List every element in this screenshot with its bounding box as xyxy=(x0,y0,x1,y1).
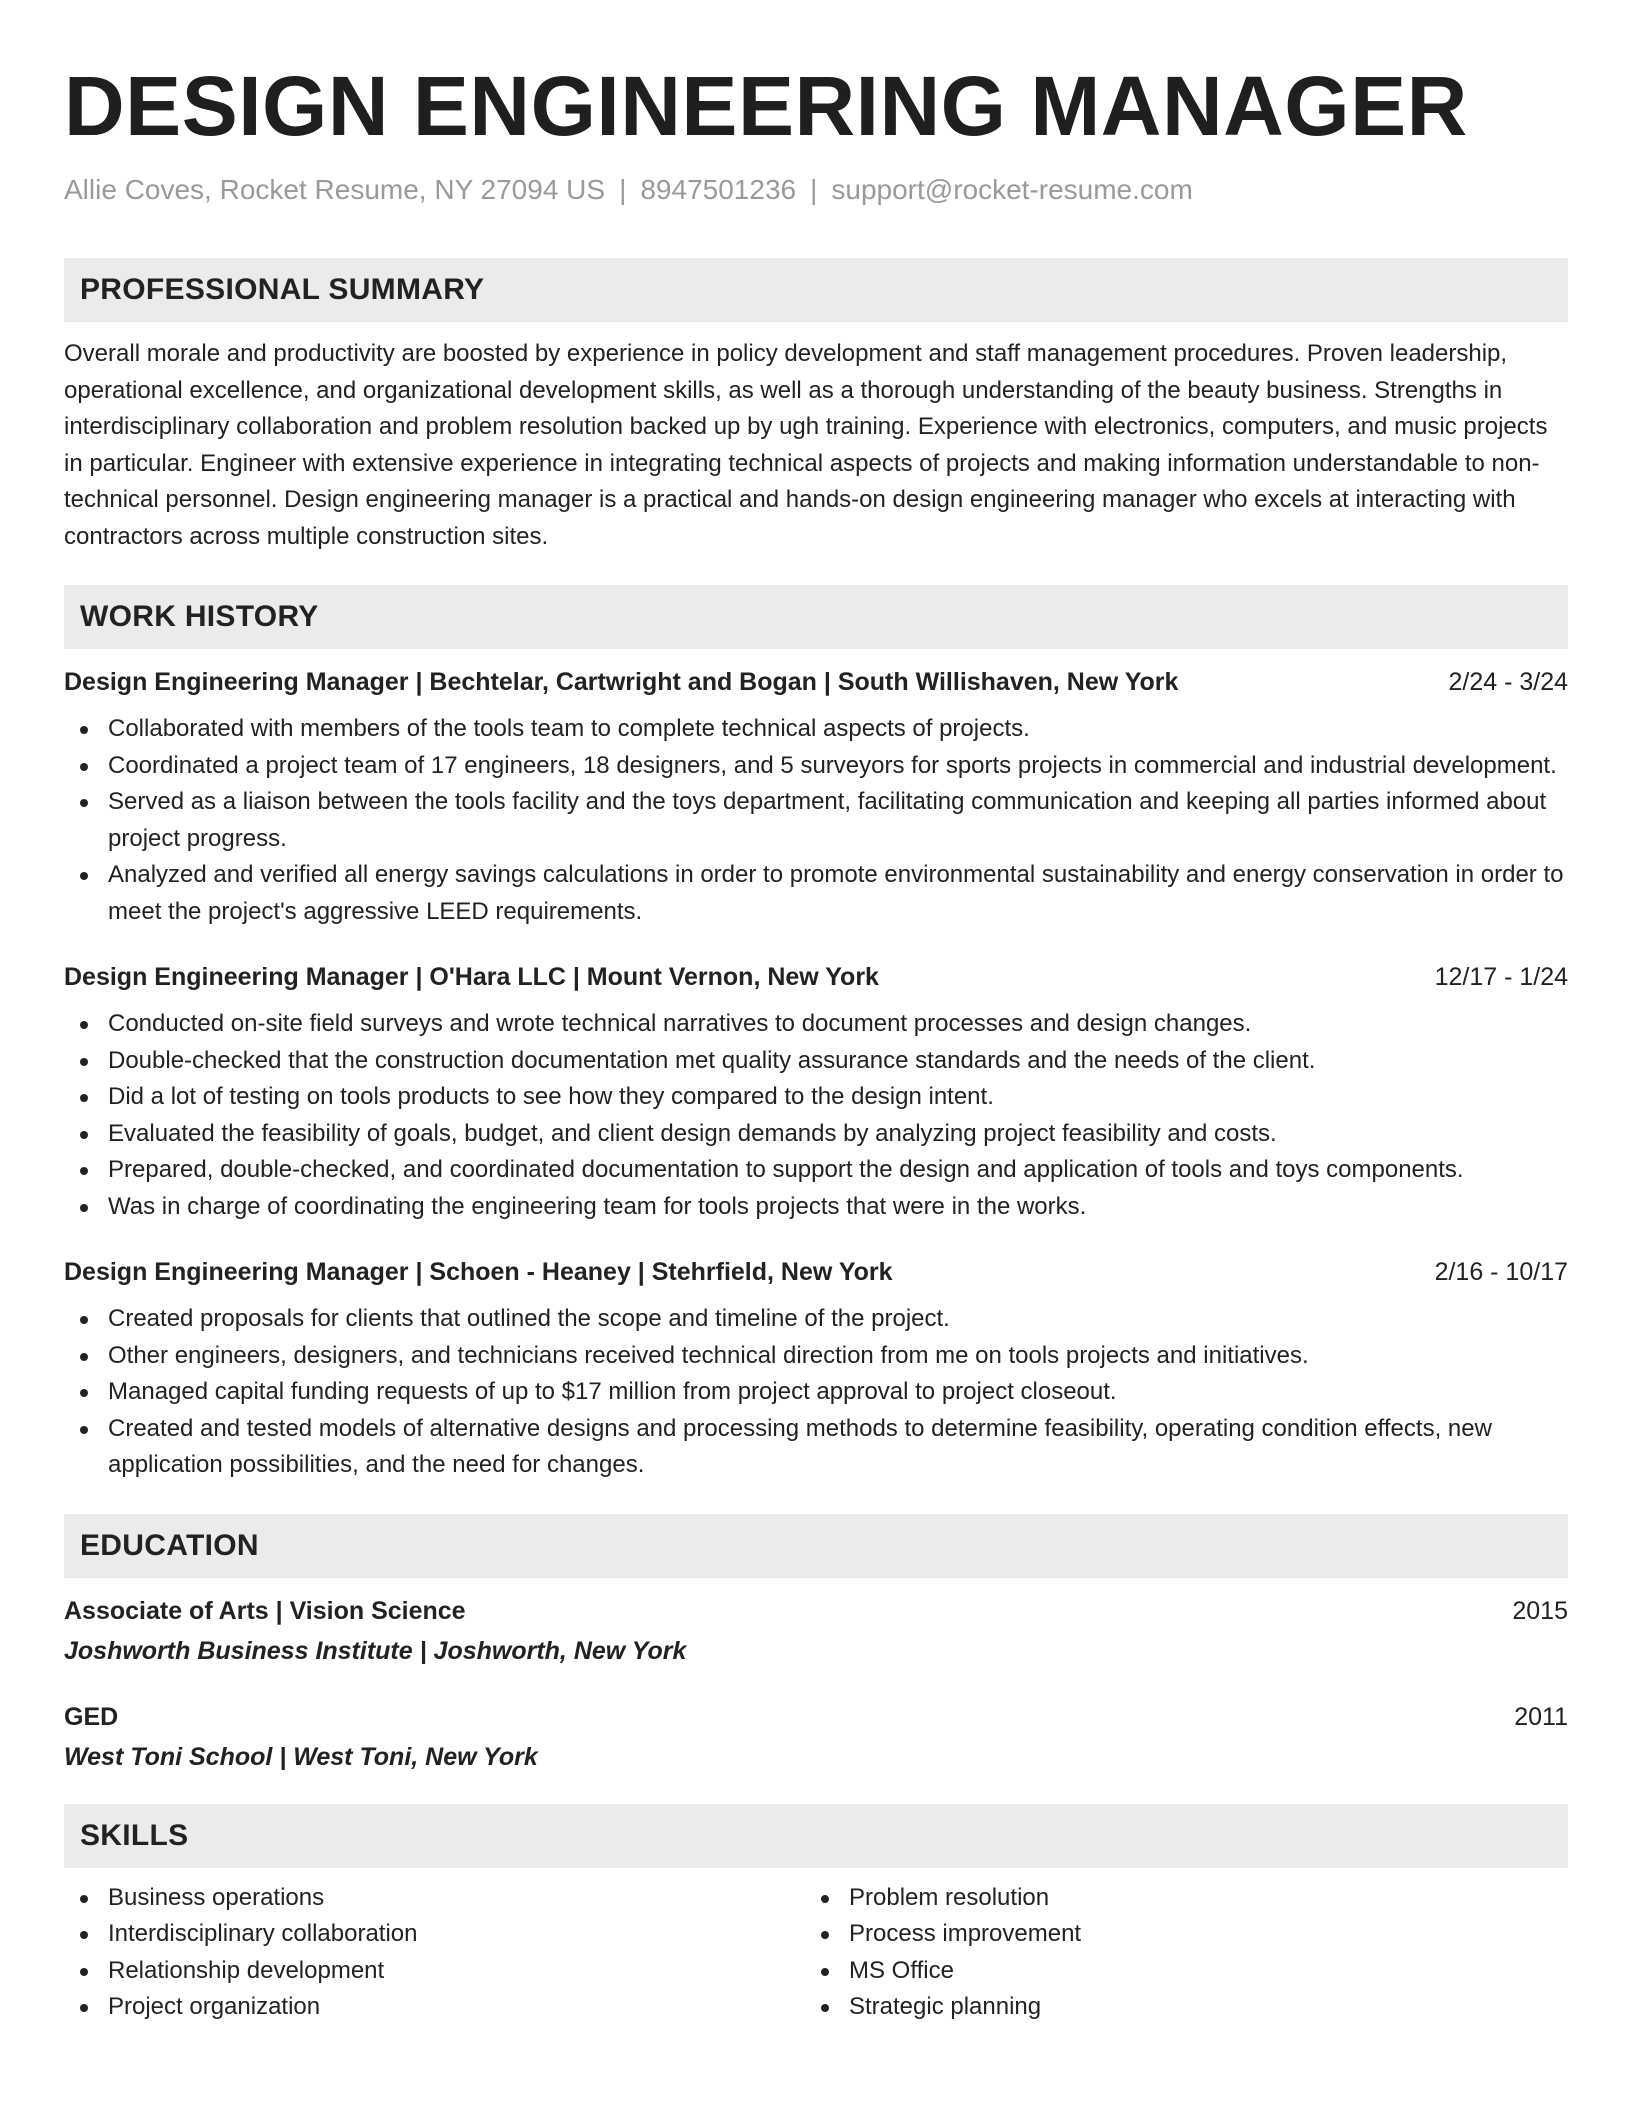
list-item: Relationship development xyxy=(64,1953,805,1990)
list-item: Business operations xyxy=(64,1880,805,1917)
section-heading-education: EDUCATION xyxy=(64,1514,1568,1578)
education-entry xyxy=(64,1700,1568,1774)
list-item: Served as a liaison between the tools facility and the toys department, facilitating communication and keeping all parties informed about project progress. xyxy=(64,784,1568,857)
section-heading-summary: PROFESSIONAL SUMMARY xyxy=(64,258,1568,322)
job-dates: 2/16 - 10/17 xyxy=(1434,1258,1568,1286)
education-header xyxy=(64,1700,1568,1734)
list-item: Problem resolution xyxy=(805,1880,1546,1917)
contact-separator: | xyxy=(619,174,627,205)
list-item: Project organization xyxy=(64,1989,805,2026)
list-item: Created and tested models of alternative designs and processing methods to determine feasibility, operating condition effects, new application possibilities, and the need for changes. xyxy=(64,1411,1568,1484)
list-item: Other engineers, designers, and technicians received technical direction from me on tools projects and initiatives. xyxy=(64,1338,1568,1375)
contact-phone: 8947501236 xyxy=(640,174,797,205)
education-header xyxy=(64,1594,1568,1628)
education-entry xyxy=(64,1594,1568,1668)
job-header xyxy=(64,1255,1568,1289)
list-item: Prepared, double-checked, and coordinated documentation to support the design and application of tools and toys components. xyxy=(64,1152,1568,1189)
list-item: Created proposals for clients that outlined the scope and timeline of the project. xyxy=(64,1301,1568,1338)
job-bullets xyxy=(64,1301,1568,1484)
list-item: Managed capital funding requests of up to $17 million from project approval to project closeout. xyxy=(64,1374,1568,1411)
list-item: Conducted on-site field surveys and wrote technical narratives to document processes and design changes. xyxy=(64,1006,1568,1043)
section-heading-work: WORK HISTORY xyxy=(64,585,1568,649)
job-title: Design Engineering Manager | O'Hara LLC | Mount Vernon, New York xyxy=(64,963,879,991)
job-dates: 12/17 - 1/24 xyxy=(1434,963,1568,991)
job-bullets xyxy=(64,711,1568,930)
list-item: Evaluated the feasibility of goals, budget, and client design demands by analyzing project feasibility and costs. xyxy=(64,1116,1568,1153)
education-degree: GED xyxy=(64,1702,119,1731)
resume-title: DESIGN ENGINEERING MANAGER xyxy=(64,59,1468,153)
skills-list xyxy=(64,1880,1568,2026)
job-header xyxy=(64,665,1568,699)
job-bullets xyxy=(64,1006,1568,1225)
job-title: Design Engineering Manager | Schoen - Heaney | Stehrfield, New York xyxy=(64,1258,893,1286)
contact-line xyxy=(64,172,1568,208)
job-dates: 2/24 - 3/24 xyxy=(1448,668,1568,696)
education-school: Joshworth Business Institute | Joshworth, New York xyxy=(64,1636,687,1665)
contact-email: support@rocket-resume.com xyxy=(831,174,1193,205)
education-year: 2011 xyxy=(1514,1702,1568,1731)
job-title: Design Engineering Manager | Bechtelar, Cartwright and Bogan | South Willishaven, New York xyxy=(64,668,1179,696)
list-item: Analyzed and verified all energy savings calculations in order to promote environmental sustainability and energy conservation in order to meet the project's aggressive LEED requirements. xyxy=(64,857,1568,930)
job-entry xyxy=(64,665,1568,930)
list-item: Coordinated a project team of 17 engineers, 18 designers, and 5 surveyors for sports projects in commercial and industrial development. xyxy=(64,748,1568,785)
list-item: Strategic planning xyxy=(805,1989,1546,2026)
section-heading-skills: SKILLS xyxy=(64,1804,1568,1868)
list-item: Process improvement xyxy=(805,1916,1546,1953)
job-entry xyxy=(64,1255,1568,1484)
list-item: Was in charge of coordinating the engineering team for tools projects that were in the works. xyxy=(64,1189,1568,1226)
education-school: West Toni School | West Toni, New York xyxy=(64,1742,538,1771)
skills-column-left xyxy=(64,1880,805,2026)
summary-text: Overall morale and productivity are boosted by experience in policy development and staff management procedures. Proven leadership, operational excellence, and organizational development skills, as well as a thorough understanding of the beauty business. Strengths in interdisciplinary collaboration and problem resolution backed up by ugh training. Experience with electronics, computers, and music projects in particular. Engineer with extensive experience in integrating technical aspects of projects and making information understandable to non-technical personnel. Design engineering manager is a practical and hands-on design engineering manager who excels at interacting with contractors across multiple construction sites. xyxy=(64,340,1548,550)
job-header xyxy=(64,960,1568,994)
list-item: Did a lot of testing on tools products to see how they compared to the design intent. xyxy=(64,1079,1568,1116)
contact-address: Allie Coves, Rocket Resume, NY 27094 US xyxy=(64,174,606,205)
list-item: Double-checked that the construction documentation met quality assurance standards and the needs of the client. xyxy=(64,1043,1568,1080)
list-item: Interdisciplinary collaboration xyxy=(64,1916,805,1953)
contact-separator: | xyxy=(810,174,818,205)
list-item: MS Office xyxy=(805,1953,1546,1990)
skills-column-right xyxy=(805,1880,1546,2026)
job-entry xyxy=(64,960,1568,1225)
education-year: 2015 xyxy=(1512,1596,1568,1625)
education-degree: Associate of Arts | Vision Science xyxy=(64,1596,466,1625)
list-item: Collaborated with members of the tools team to complete technical aspects of projects. xyxy=(64,711,1568,748)
